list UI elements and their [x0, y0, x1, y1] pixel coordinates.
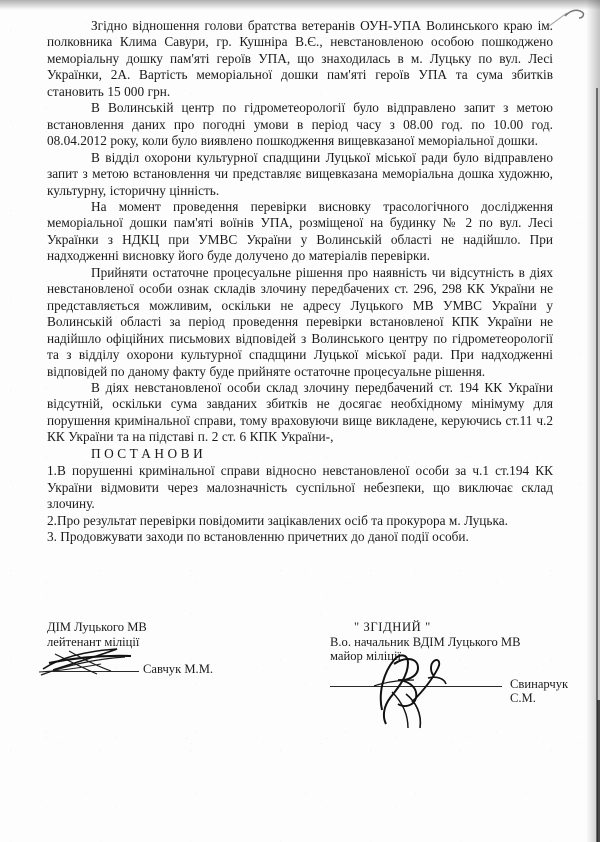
paragraph-6: В діях невстановленої особи склад злочину передбачений ст. 194 КК України відсутній, оскільки сума завданих збитків не досягає необхідному мінімуму для порушення кримінальної справи, тому враховуючи вище викладене, керуючись ст.11 ч.2 КК України та на підставі п. 2 ст. 6 КПК України-, [47, 379, 553, 445]
scan-shadow-right [586, 0, 600, 842]
signature-block-left [47, 620, 297, 681]
scan-shadow-top [0, 0, 600, 10]
paragraph-4: На момент проведення перевірки висновку трасологічного дослідження меморіальної дошки пам'яті воїнів УПА, розміщеної на будинку № 2 по вул. Лесі Українки з НДКЦ при УМВС України у Волинській області не надійшло. При надходженні висновку його буде долучено до матеріалів перевірки. [47, 198, 553, 264]
right-signature-rule [330, 686, 502, 687]
left-position-line-2: лейтенант міліції [47, 634, 140, 649]
decree-list [47, 463, 553, 545]
left-signature-rule [47, 671, 139, 672]
signature-area [47, 620, 569, 740]
right-signature-row [330, 666, 570, 706]
decree-item-2: 2.Про результат перевірки повідомити зацікавлених осіб та прокурора м. Луцька. [47, 512, 508, 528]
decree-heading: П О С Т А Н О В И [91, 445, 203, 461]
left-signatory-name: Савчук М.М. [143, 662, 214, 677]
scan-page-edge [596, 88, 598, 842]
document-body [47, 18, 553, 546]
signature-block-right [330, 620, 570, 706]
left-signature-row [47, 651, 297, 681]
paragraph-2: В Волинській центр по гідрометеорології було відправлено запит з метою встановлення даних про погодні умови в період часу з 08.00 год. по 10.00 год. 08.04.2012 року, коли було виявлено пошкодження вищевказаної меморіальної дошки. [47, 100, 553, 149]
approval-label: " ЗГІДНИЙ " [354, 620, 431, 634]
decree-item-1: 1.В порушенні кримінальної справи відносно невстановленої особи за ч.1 ст.194 КК України відмовити через малозначність суспільної небезпеки, що виключає склад злочину. [47, 463, 553, 512]
paragraph-3: В відділ охорони культурної спадщини Луцької міської ради було відправлено запит з метою встановлення чи представляє вищевказана меморіальна дошка художню, культурну, історичну цінність. [47, 149, 553, 198]
right-position-line-1: В.о. начальник ВДІМ Луцького МВ [330, 634, 521, 649]
paragraph-5: Прийняти остаточне процесуальне рішення про наявність чи відсутність в діях невстановленої особи ознак складів злочину передбачених ст. 296, 298 КК України не представляється можливим, оскільки не адресу Луцького МВ УМВС України у Волинській області за період проведення перевірки встановленої КПК України не надійшло офіційних письмових відповідей з Волинського центру по гідрометеорології та з відділу охорони культурної спадщини Луцької міської ради. При надходженні відповідей по даному факту буде прийняте остаточне процесуальне рішення. [47, 264, 553, 379]
decree-item-3: 3. Продовжувати заходи по встановленню причетних до даної події особи. [47, 529, 469, 545]
paragraph-1: Згідно відношення голови братства ветеранів ОУН-УПА Волинського краю ім. полковника Клима Савури, гр. Кушніра В.Є., невстановленою особою пошкоджено меморіальну дошку пам'яті героїв УПА, що знаходилась в м. Луцьку по вул. Лесі Українки, 2А. Вартість меморіальної дошки пам'яті героїв УПА та сума збитків становить 15 000 грн. [47, 18, 553, 99]
right-signatory-name: Свинарчук С.М. [510, 676, 569, 706]
right-position-line-2: майор міліції [330, 649, 401, 664]
left-position-line-1: ДІМ Луцького МВ [47, 620, 147, 634]
